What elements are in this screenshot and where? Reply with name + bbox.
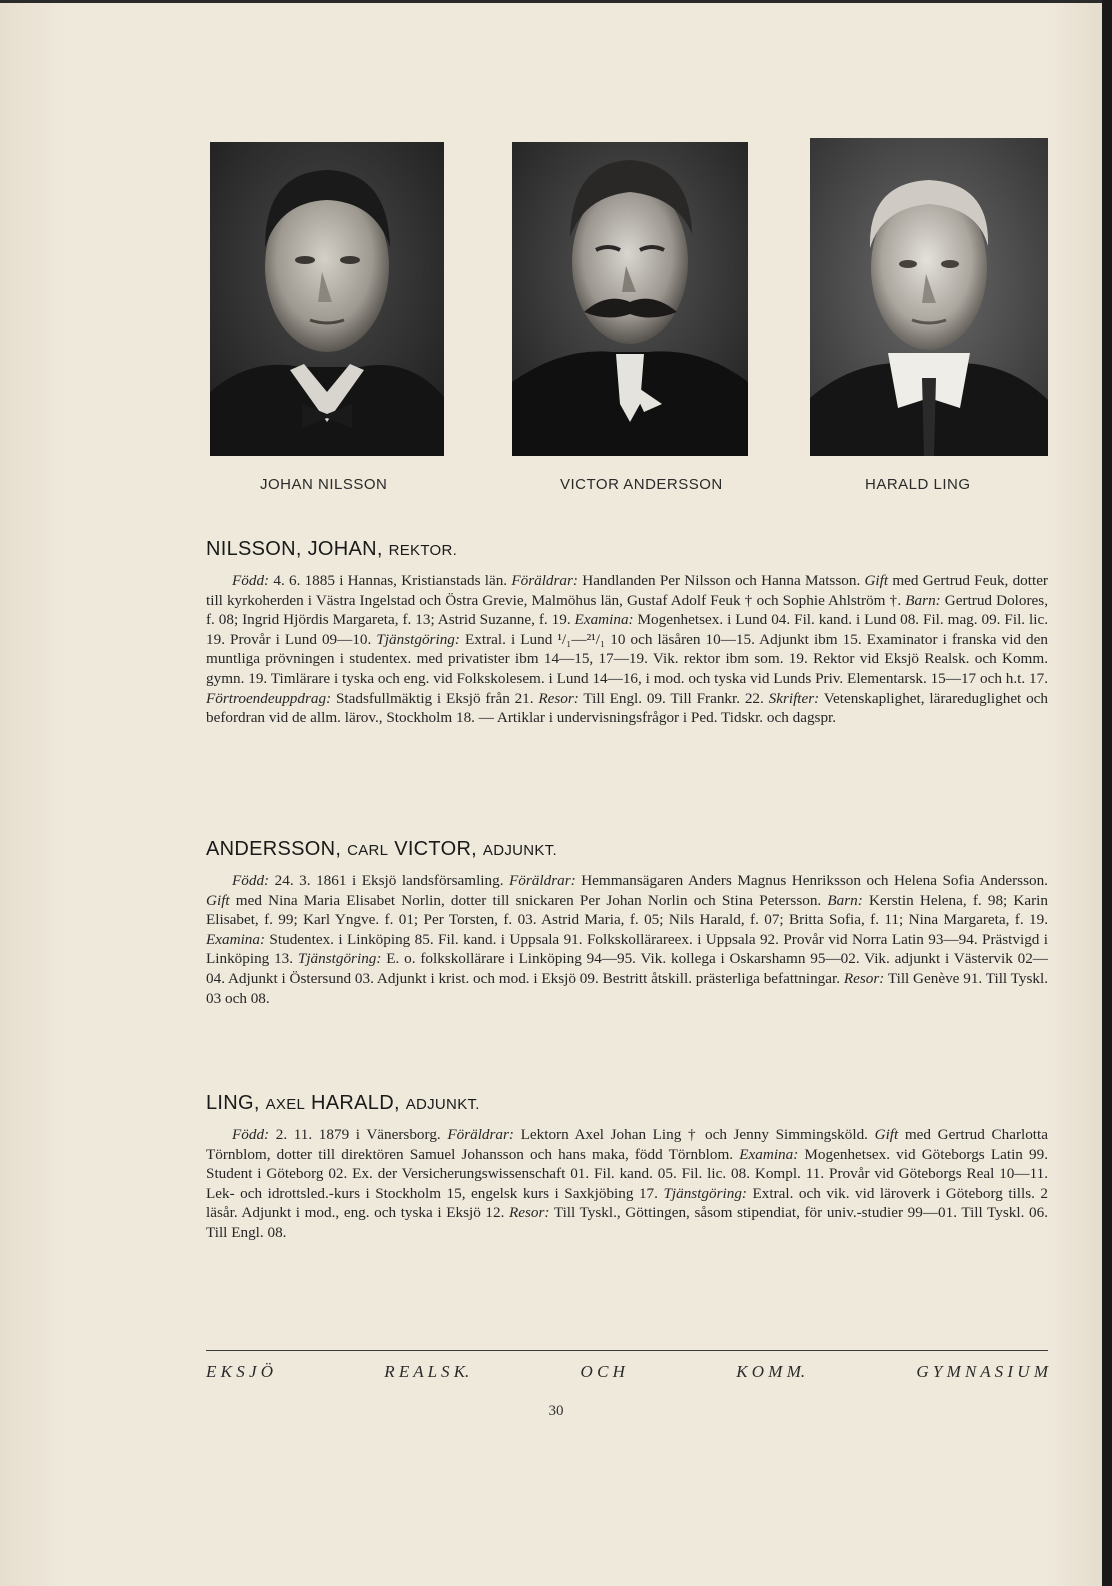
field-text: Vetenskaplighet, lärareduglighet och befordran vid de allm. lärov., Stockholm 18. — Artiklar i undervisningsfrågor i Ped. Tidskr. och dagspr. [206, 689, 1049, 727]
field-label: Tjänstgöring: [297, 950, 382, 968]
entry-name: ANDERSSON, [206, 838, 342, 860]
field-text: Hemmansägaren Anders Magnus Henriksson och Helena Sofia Andersson. [575, 872, 1048, 889]
field-text: Till Genève 91. Till Tyskl. 03 och 08. [206, 969, 1048, 1007]
book-spine-edge [1102, 0, 1112, 1586]
field-text: Extral. och vik. vid läroverk i Göteborg tills. 2 läsår. Adjunkt i mod., eng. och tyska i Eksjö 12. [206, 1184, 1049, 1222]
field-text: Kerstin Helena, f. 98; Karin Elisabet, f. 99; Karl Yngve. f. 01; Per Torsten, f. 03. Astrid Maria, f. 05; Nils Harald, f. 07; Britta Sofia, f. 11; Nina Margareta, f. 19. [206, 891, 1048, 929]
field-text: med Gertrud Feuk, dotter till kyrkoherden i Västra Ingelstad och Östra Grevie, Malmöhus län, Gustaf Adolf Feuk † och Sophie Ahlström †. [206, 572, 1048, 609]
field-text: Stadsfullmäktig i Eksjö från 21. [331, 689, 539, 707]
footer-word: E K S J Ö [206, 1362, 274, 1381]
entry-name: NILSSON, JOHAN, [206, 538, 383, 560]
field-text: Till Engl. 09. Till Frankr. 22. [578, 689, 769, 707]
field-label: Barn: [827, 891, 863, 909]
field-label: Född: [232, 872, 270, 889]
field-label: Gift [206, 891, 230, 909]
entry-heading [206, 538, 1048, 561]
field-label: Examina: [206, 930, 266, 948]
field-label: Examina: [739, 1145, 799, 1163]
field-label: Född: [232, 572, 270, 589]
entry-heading [206, 1092, 1048, 1115]
field-label: Resor: [509, 1204, 550, 1222]
field-text: Gertrud Dolores, f. 08; Ingrid Hjördis Margareta, f. 13; Astrid Suzanne, f. 19. [206, 591, 1048, 629]
field-text: Studentex. i Linköping 85. Fil. kand. i Uppsala 91. Folkskollärareex. i Uppsala 92. Provår vid Norra Latin 93—94. Prästvigd i Linköping 13. [206, 930, 1048, 968]
caption-johan-nilsson: JOHAN NILSSON [260, 476, 388, 493]
field-label: Gift [874, 1126, 899, 1143]
caption-victor-andersson: VICTOR ANDERSSON [560, 476, 723, 493]
field-text: Mogenhetsex. i Lund 04. Fil. kand. i Lund 08. Fil. mag. 09. Fil. lic. 19. Provår i Lund 09—10. [206, 611, 1048, 648]
entry-biography [206, 1125, 1048, 1243]
field-text: 2. 11. 1879 i Vänersborg. [269, 1126, 448, 1143]
field-label: Resor: [843, 969, 885, 987]
field-text: Handlanden Per Nilsson och Hanna Matsson. [578, 572, 865, 589]
entry-heading [206, 838, 1048, 861]
entry-ling [206, 1092, 1048, 1243]
entry-title: ADJUNKT. [405, 1096, 480, 1113]
entry-nilsson [206, 538, 1048, 728]
field-label: Föräldrar: [511, 572, 578, 589]
entry-first-name: AXEL [265, 1096, 306, 1113]
field-label: Barn: [905, 591, 941, 609]
running-footer [206, 1362, 1048, 1382]
entry-title: REKTOR. [388, 542, 458, 559]
entry-biography [206, 871, 1048, 1008]
field-label: Tjänstgöring: [376, 630, 460, 648]
field-label: Tjänstgöring: [663, 1184, 747, 1202]
field-label: Föräldrar: [509, 872, 576, 889]
footer-word: G Y M N A S I U M [916, 1362, 1048, 1381]
portrait-victor-andersson [512, 142, 748, 456]
field-label: Föräldrar: [447, 1126, 514, 1143]
field-text: Lektorn Axel Johan Ling † och Jenny Simmingsköld. [514, 1126, 875, 1143]
caption-harald-ling: HARALD LING [865, 476, 971, 493]
field-label: Resor: [538, 689, 579, 707]
portrait-harald-ling [810, 138, 1048, 456]
entry-name-2: VICTOR, [394, 838, 478, 860]
entry-name: LING, [206, 1092, 260, 1114]
field-label: Gift [864, 572, 889, 589]
field-label: Född: [232, 1126, 270, 1143]
field-text: med Nina Maria Elisabet Norlin, dotter till snickaren Per Johan Norlin och Stina Petersson. [229, 891, 828, 909]
portrait-johan-nilsson [210, 142, 444, 456]
page-number: 30 [548, 1403, 564, 1419]
field-label: Skrifter: [768, 689, 820, 707]
field-text: 24. 3. 1861 i Eksjö landsförsamling. [269, 872, 510, 889]
field-text: Mogenhetsex. vid Göteborgs Latin 99. Student i Göteborg 02. Ex. der Versicherungswissenschaft 01. Fil. kand. 05. Fil. lic. 08. Kompl. 11. Provår vid Göteborgs Real 10—11. Lek- och idrottsled.-kurs i Stockholm 15, engelsk kurs i Saxkjöbing 17. [206, 1145, 1049, 1202]
footer-rule [206, 1350, 1048, 1351]
field-text: Till Tyskl., Göttingen, såsom stipendiat, för univ.-studier 99—01. Till Tyskl. 06. Till Engl. 08. [206, 1204, 1048, 1241]
field-text: E. o. folkskollärare i Linköping 94—95. Vik. kollega i Oskarshamn 95—02. Vik. adjunkt i Västervik 02—04. Adjunkt i Östersund 03. Adjunkt i krist. och mod. i Eksjö 09. Bestritt åtskill. prästerliga befattningar. [206, 950, 1048, 987]
entry-biography [206, 571, 1048, 728]
field-text: 4. 6. 1885 i Hannas, Kristianstads län. [269, 572, 512, 589]
entry-andersson [206, 838, 1048, 1008]
field-label: Examina: [574, 611, 634, 629]
footer-word: K O M M. [736, 1362, 806, 1381]
field-label: Förtroendeuppdrag: [206, 689, 332, 707]
field-text: Extral. i Lund ¹/₁—²¹/₁ 10 och läsåren 10—15. Adjunkt ibm 15. Examinator i franska vid den muntliga prövningen i studentex. med privatister ibm 14—15, 17—19. Vik. rektor ibm som. 19. Rektor vid Eksjö Realsk. och Komm. gymn. 19. Timlärare i tyska och eng. vid Folkskolesem. i Lund 14—16, i mod. och tyska vid Lunds Priv. Elementarsk. 15—17 och h.t. 17. [206, 630, 1048, 687]
field-text: med Gertrud Charlotta Törnblom, dotter till direktören Samuel Johansson och hans maka, född Törnblom. [206, 1126, 1048, 1163]
entry-title: ADJUNKT. [482, 842, 557, 859]
entry-first-name: CARL [347, 842, 389, 859]
top-border [0, 0, 1112, 3]
footer-word: O C H [580, 1362, 625, 1381]
footer-word: R E A L S K. [384, 1362, 470, 1381]
entry-name-2: HARALD, [311, 1092, 400, 1114]
